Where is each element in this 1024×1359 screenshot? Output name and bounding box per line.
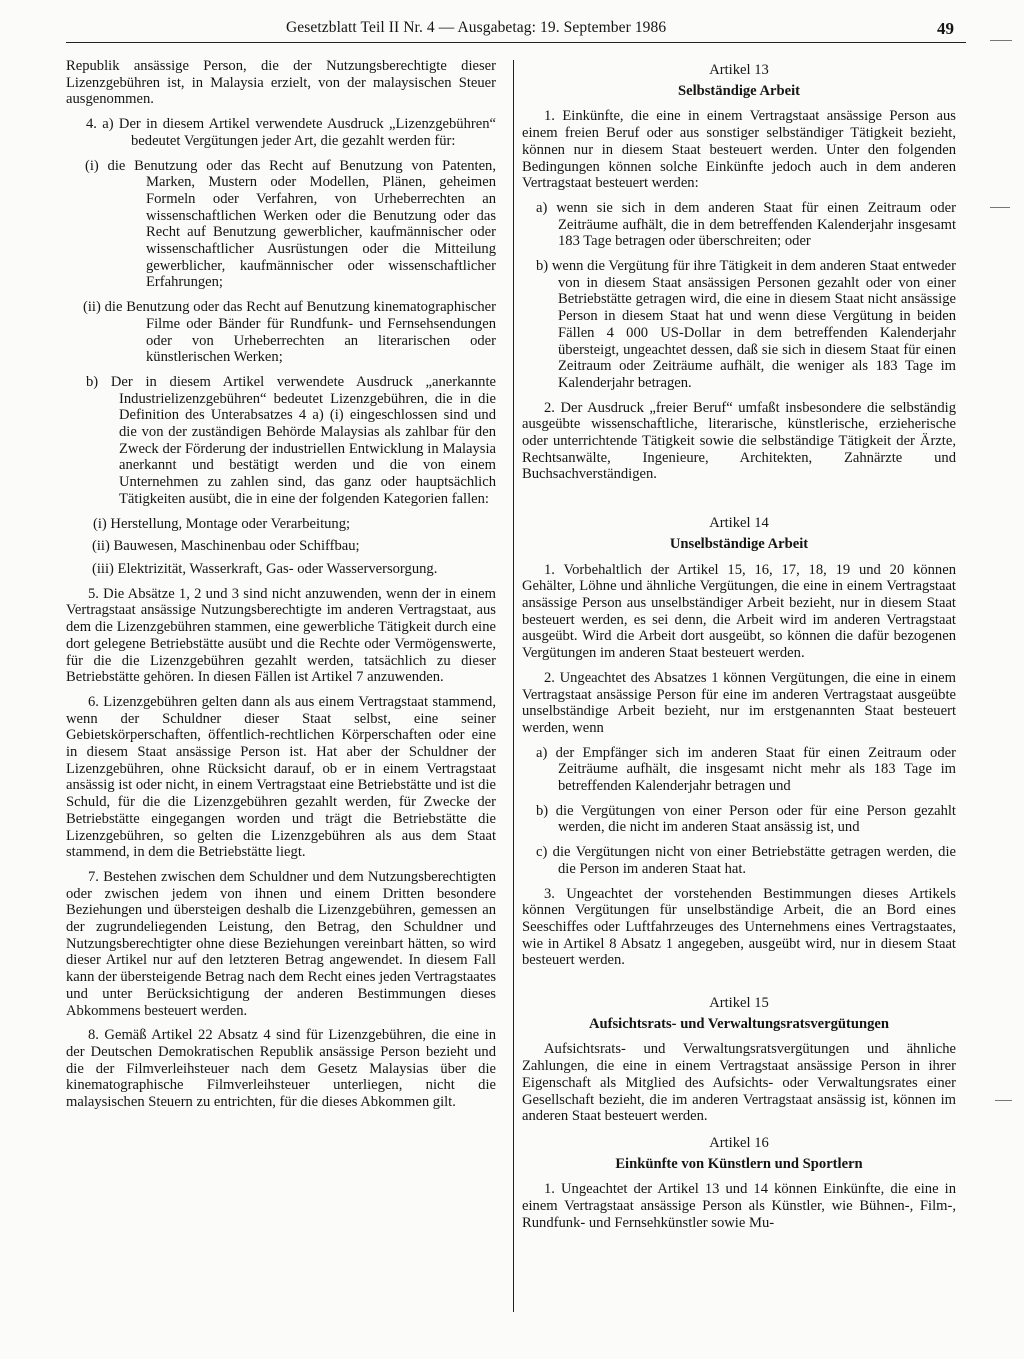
article-16-title: Einkünfte von Künstlern und Sportlern xyxy=(615,1155,863,1172)
left-column xyxy=(66,58,496,1119)
article-15-title: Aufsichtsrats- und Verwaltungsratsvergütungen xyxy=(588,1015,889,1032)
paragraph-4a-ii: (ii) die Benutzung oder das Recht auf Benutzung kinematographischer Filme oder Bänder für Rundfunk- und Fernsehsendungen oder von Urheberrechten an literarischen oder künstlerischen Werken; xyxy=(83,299,496,366)
article-13-item-a: a) wenn sie sich in dem anderen Staat für einen Zeitraum oder Zeiträume aufhält, die in dem betreffenden Kalenderjahr insgesamt 183 Tage betragen oder überschreiten; oder xyxy=(536,199,956,250)
article-14-heading: Artikel 14 xyxy=(709,515,769,532)
paragraph-7: 7. Bestehen zwischen dem Schuldner und dem Nutzungsberechtigten oder zwischen jedem von ihnen und einem Dritten besondere Beziehungen und übersteigen deshalb die Lizenzgebühren, gemessen an der zugrundeliegenden Leistung, den Betrag, den Schuldner und Nutzungsberechtigter ohne diese Beziehungen vereinbart hätten, so wird dieser Artikel nur auf den letzteren Betrag angewendet. In diesem Fall kann der übersteigende Betrag nach dem Recht eines jeden Vertragstaates und unter Berücksichtigung der anderen Bestimmungen dieses Abkommens besteuert werden. xyxy=(66,868,496,1019)
article-14-paragraph-2: 2. Ungeachtet des Absatzes 1 können Vergütungen, die eine in einem Vertragstaat ansässige Person für eine im anderen Vertragstaat ausgeübte unselbständige Arbeit bezieht, nur im erstgenannten Staat besteuert werden, wenn xyxy=(522,669,956,736)
article-13-title: Selbständige Arbeit xyxy=(677,82,801,99)
running-header: Gesetzblatt Teil II Nr. 4 — Ausgabetag: 19. September 1986 xyxy=(286,19,667,36)
article-14-item-a: a) der Empfänger sich im anderen Staat für einen Zeitraum oder Zeiträume aufhält, die insgesamt nicht mehr als 183 Tage im betreffenden Kalenderjahr betragen und xyxy=(536,744,956,795)
paragraph-6: 6. Lizenzgebühren gelten dann als aus einem Vertragstaat stammend, wenn der Schuldner dieser Staat selbst, eine seiner Gebietskörperschaften, öffentlich-rechtlichen Körperschaften oder eine in diesem Staat ansässige Person ist. Hat aber der Schuldner der Lizenzgebühren, ohne Rücksicht darauf, ob er in einem Vertragstaat ansässig ist oder nicht, in einem Vertragstaat eine Betriebstätte und ist die Schuld, für die die Lizenzgebühren gezahlt werden, für Zwecke der Betriebstätte eingegangen worden und trägt die Betriebstätte die Lizenzgebühren, so gelten die Lizenzgebühren als aus dem Staat stammend, in dem die Betriebstätte liegt. xyxy=(66,693,496,861)
paragraph-4b-iii: (iii) Elektrizität, Wasserkraft, Gas- oder Wasserversorgung. xyxy=(92,560,438,577)
column-divider xyxy=(513,60,514,1312)
paragraph-5: 5. Die Absätze 1, 2 und 3 sind nicht anzuwenden, wenn der in einem Vertragstaat ansässige Nutzungsberechtigte im anderen Vertragstaat, aus dem die Lizenzgebühren stammen, eine gewerbliche Tätigkeit durch eine dort gelegene Betriebstätte ausübt und die Rechte oder Vermögenswerte, für die die Lizenzgebühren gezahlt werden, tatsächlich zu dieser Betriebstätte gehören. In diesen Fällen ist Artikel 7 anzuwenden. xyxy=(66,585,496,686)
article-15-heading: Artikel 15 xyxy=(709,995,769,1012)
margin-mark xyxy=(990,207,1010,208)
article-14-paragraph-1: 1. Vorbehaltlich der Artikel 15, 16, 17, 18, 19 und 20 können Gehälter, Löhne und ähnliche Vergütungen, die eine in einem Vertragstaat ansässige Person aus unselbständiger Arbeit bezieht, nur in diesem Staat besteuert werden, es sei denn, die Arbeit wird im anderen Vertragstaat ausgeübt. Wird die Arbeit dort ausgeübt, so können die dafür bezogenen Vergütungen im anderen Staat besteuert werden. xyxy=(522,561,956,662)
continued-paragraph: Republik ansässige Person, die der Nutzungsberechtigte dieser Lizenzgebühren ist, in Malaysia erzielt, von der malaysischen Steuer ausgenommen. xyxy=(66,58,496,108)
article-16-paragraph-1: 1. Ungeachtet der Artikel 13 und 14 können Einkünfte, die eine in einem Vertragstaat ansässige Person als Künstler, wie Bühnen-, Film-, Rundfunk- und Fernsehkünstler sowie Mu- xyxy=(522,1181,956,1231)
right-column xyxy=(522,62,956,1239)
paragraph-4b-ii: (ii) Bauwesen, Maschinenbau oder Schiffbau; xyxy=(92,538,360,555)
margin-mark xyxy=(995,1100,1012,1101)
article-14-title: Unselbständige Arbeit xyxy=(669,535,809,552)
article-13-paragraph-2: 2. Der Ausdruck „freier Beruf“ umfaßt insbesondere die selbständig ausgeübte wissenschaftliche, literarische, künstlerische, erzieherische oder unterrichtende Tätigkeit sowie die selbständige Tätigkeit der Ärzte, Rechtsanwälte, Ingenieure, Architekten, Zahnärzte und Buchsachverständigen. xyxy=(522,399,956,483)
article-14-paragraph-3: 3. Ungeachtet der vorstehenden Bestimmungen dieses Artikels können Vergütungen für unselbständige Arbeit, die an Bord eines Seeschiffes oder Luftfahrzeuges des Unternehmens eines Vertragstaates, wie in Artikel 8 Absatz 1 angegeben, ausgeübt wird, nur in diesem Staat besteuert werden. xyxy=(522,885,956,969)
page-number: 49 xyxy=(937,19,954,38)
paragraph-8: 8. Gemäß Artikel 22 Absatz 4 sind für Lizenzgebühren, die eine in der Deutschen Demokratischen Republik ansässige Person bezieht und die der Filmverleihsteuer nach dem Gesetz Malaysias über die kinematographische Filmverleihsteuer unterliegen, nicht die malaysischen Steuern zu entrichten, für die dieses Abkommen gilt. xyxy=(66,1027,496,1111)
margin-mark xyxy=(990,40,1012,41)
article-13-item-b: b) wenn die Vergütung für ihre Tätigkeit in dem anderen Staat entweder von in diesem Staat ansässigen Personen gezahlt oder von einer Betriebstätte getragen wird, die eine in diesem Staat nicht ansässige Person in diesem Staat hat und wenn diese Vergütung in beiden Fällen 4 000 US-Dollar in dem betreffenden Kalenderjahr übersteigt, ungeachtet dessen, daß sie sich in diesem Staat für einen Zeitraum oder Zeiträume aufhält, die weniger als 183 Tage im Kalenderjahr betragen. xyxy=(536,258,956,391)
paragraph-4b: b) Der in diesem Artikel verwendete Ausdruck „anerkannte Industrielizenzgebühren“ bedeutet Lizenzgebühren, die in die Definition des Unterabsatzes 4 a) (i) eingeschlossen sind und die von der zuständigen Behörde Malaysias als zahlbar für den Zweck der Förderung der industriellen Entwicklung in Malaysia anerkannt und bestätigt werden und die von einem Unternehmen zu zahlen sind, das ganz oder hauptsächlich Tätigkeiten ausübt, die in eine der folgenden Kategorien fallen: xyxy=(86,373,496,507)
header-rule xyxy=(66,42,966,43)
paragraph-4b-i: (i) Herstellung, Montage oder Verarbeitung; xyxy=(93,515,351,532)
article-14-item-b: b) die Vergütungen von einer Person oder für eine Person gezahlt werden, die nicht im anderen Staat ansässig ist, und xyxy=(536,802,956,836)
article-14-item-c: c) die Vergütungen nicht von einer Betriebstätte getragen werden, die die Person im anderen Staat hat. xyxy=(536,844,956,877)
article-15-paragraph: Aufsichtsrats- und Verwaltungsratsvergütungen und ähnliche Zahlungen, die eine in einem Vertragstaat ansässige Person in ihrer Eigenschaft als Mitglied des Aufsichts- oder Verwaltungsrates einer Gesellschaft bezieht, die im anderen Vertragstaat ansässig ist, können im anderen Staat besteuert werden. xyxy=(522,1041,956,1125)
paragraph-4a-i: (i) die Benutzung oder das Recht auf Benutzung von Patenten, Marken, Mustern oder Modellen, Plänen, geheimen Formeln oder Verfahren, von Urheberrechten an wissenschaftlichen Werken oder die Benutzung oder das Recht auf Benutzung gewerblicher, kaufmännischer oder wissenschaftlicher Ausrüstungen oder die Mitteilung gewerblicher, kaufmännischer oder wissenschaftlicher Erfahrungen; xyxy=(85,157,496,291)
paragraph-4a: 4. a) Der in diesem Artikel verwendete Ausdruck „Lizenzgebühren“ bedeutet Vergütungen jeder Art, die gezahlt werden für: xyxy=(86,116,496,149)
article-16-heading: Artikel 16 xyxy=(709,1134,769,1151)
article-13-heading: Artikel 13 xyxy=(709,62,769,78)
article-13-paragraph-1: 1. Einkünfte, die eine in einem Vertragstaat ansässige Person aus einem freien Beruf oder aus sonstiger selbständiger Tätigkeit bezieht, können nur in diesem Staat besteuert werden. Unter den folgenden Bedingungen können solche Einkünfte jedoch auch in dem anderen Vertragstaat besteuert werden: xyxy=(522,108,956,192)
